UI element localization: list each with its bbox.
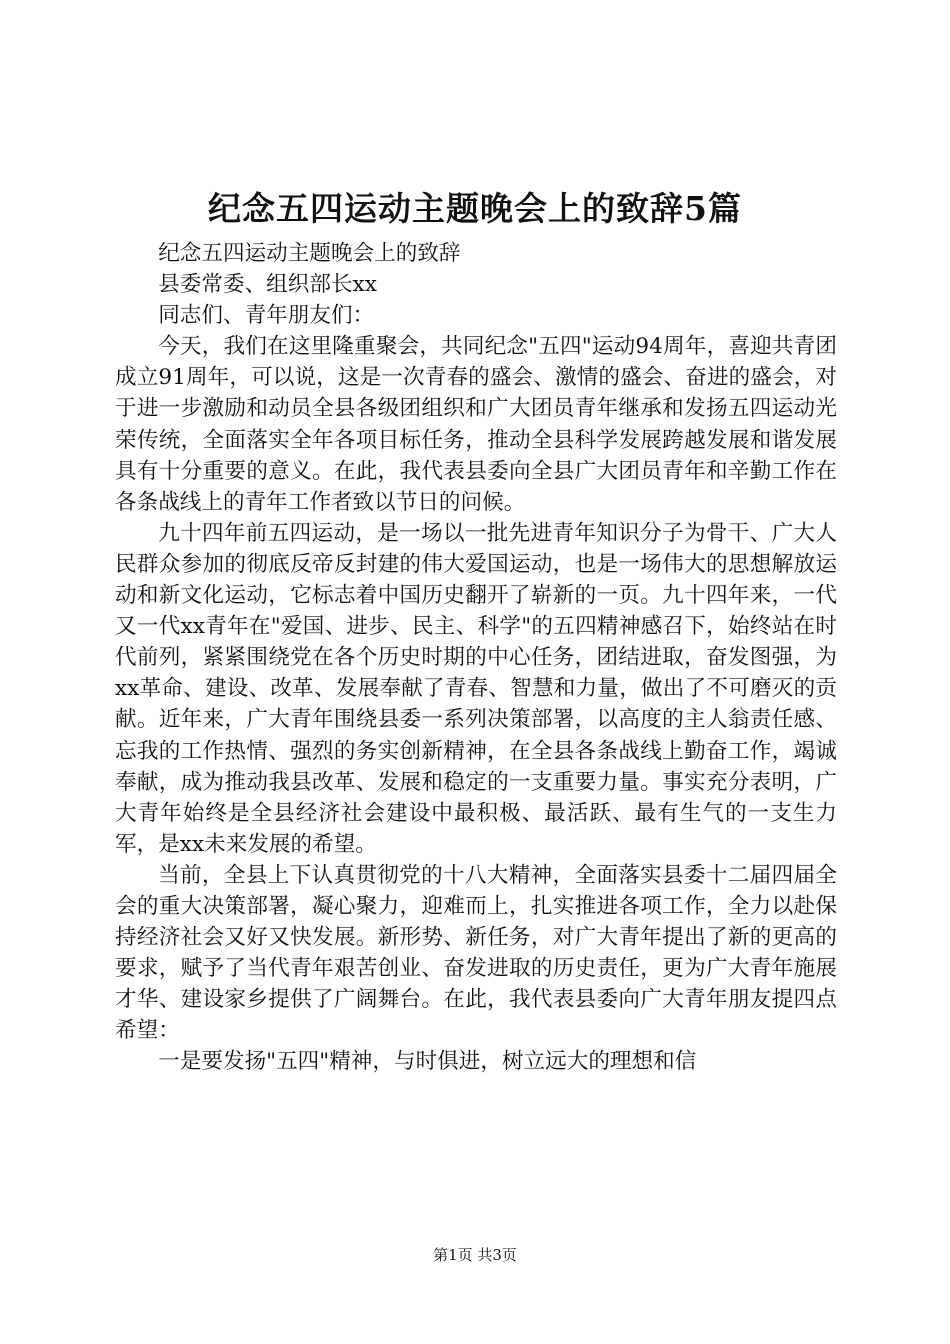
- paragraph-1: 今天，我们在这里隆重聚会，共同纪念"五四"运动94周年，喜迎共青团成立91周年，可以说，这是一次青春的盛会、激情的盛会、奋进的盛会，对于进一步激励和动员全县各级团组织和广大团员青年继承和发扬五四运动光荣传统，全面落实全年各项目标任务，推动全县科学发展跨越发展和谐发展具有十分重要的意义。在此，我代表县委向全县广大团员青年和辛勤工作在各条战线上的青年工作者致以节日的问候。: [115, 334, 837, 515]
- author-line: 县委常委、组织部长xx: [158, 272, 377, 298]
- document-body: [115, 238, 837, 1078]
- paragraph-4: 一是要发扬"五四"精神，与时俱进，树立远大的理想和信: [158, 1049, 697, 1075]
- paragraph-2: 九十四年前五四运动，是一场以一批先进青年知识分子为骨干、广大人民群众参加的彻底反帝反封建的伟大爱国运动，也是一场伟大的思想解放运动和新文化运动，它标志着中国历史翻开了崭新的一页。九十四年来，一代又一代xx青年在"爱国、进步、民主、科学"的五四精神感召下，始终站在时代前列，紧紧围绕党在各个历史时期的中心任务，团结进取，奋发图强，为xx革命、建设、改革、发展奉献了青春、智慧和力量，做出了不可磨灭的贡献。近年来，广大青年围绕县委一系列决策部署，以高度的主人翁责任感、忘我的工作热情、强烈的务实创新精神，在全县各条战线上勤奋工作，竭诚奉献，成为推动我县改革、发展和稳定的一支重要力量。事实充分表明，广大青年始终是全县经济社会建设中最积极、最活跃、最有生气的一支生力军，是xx未来发展的希望。: [115, 520, 837, 857]
- salutation-line: 同志们、青年朋友们：: [158, 303, 375, 329]
- document-title: 纪念五四运动主题晚会上的致辞5篇: [208, 189, 742, 228]
- subtitle-line: 纪念五四运动主题晚会上的致辞: [158, 241, 461, 266]
- page-footer: 第1页 共3页: [433, 1246, 517, 1264]
- paragraph-3: 当前，全县上下认真贯彻党的十八大精神，全面落实县委十二届四届全会的重大决策部署，凝心聚力，迎难而上，扎实推进各项工作，全力以赴保持经济社会又好又快发展。新形势、新任务，对广大青年提出了新的更高的要求，赋予了当代青年艰苦创业、奋发进取的历史责任，更为广大青年施展才华、建设家乡提供了广阔舞台。在此，我代表县委向广大青年朋友提四点希望：: [115, 862, 837, 1044]
